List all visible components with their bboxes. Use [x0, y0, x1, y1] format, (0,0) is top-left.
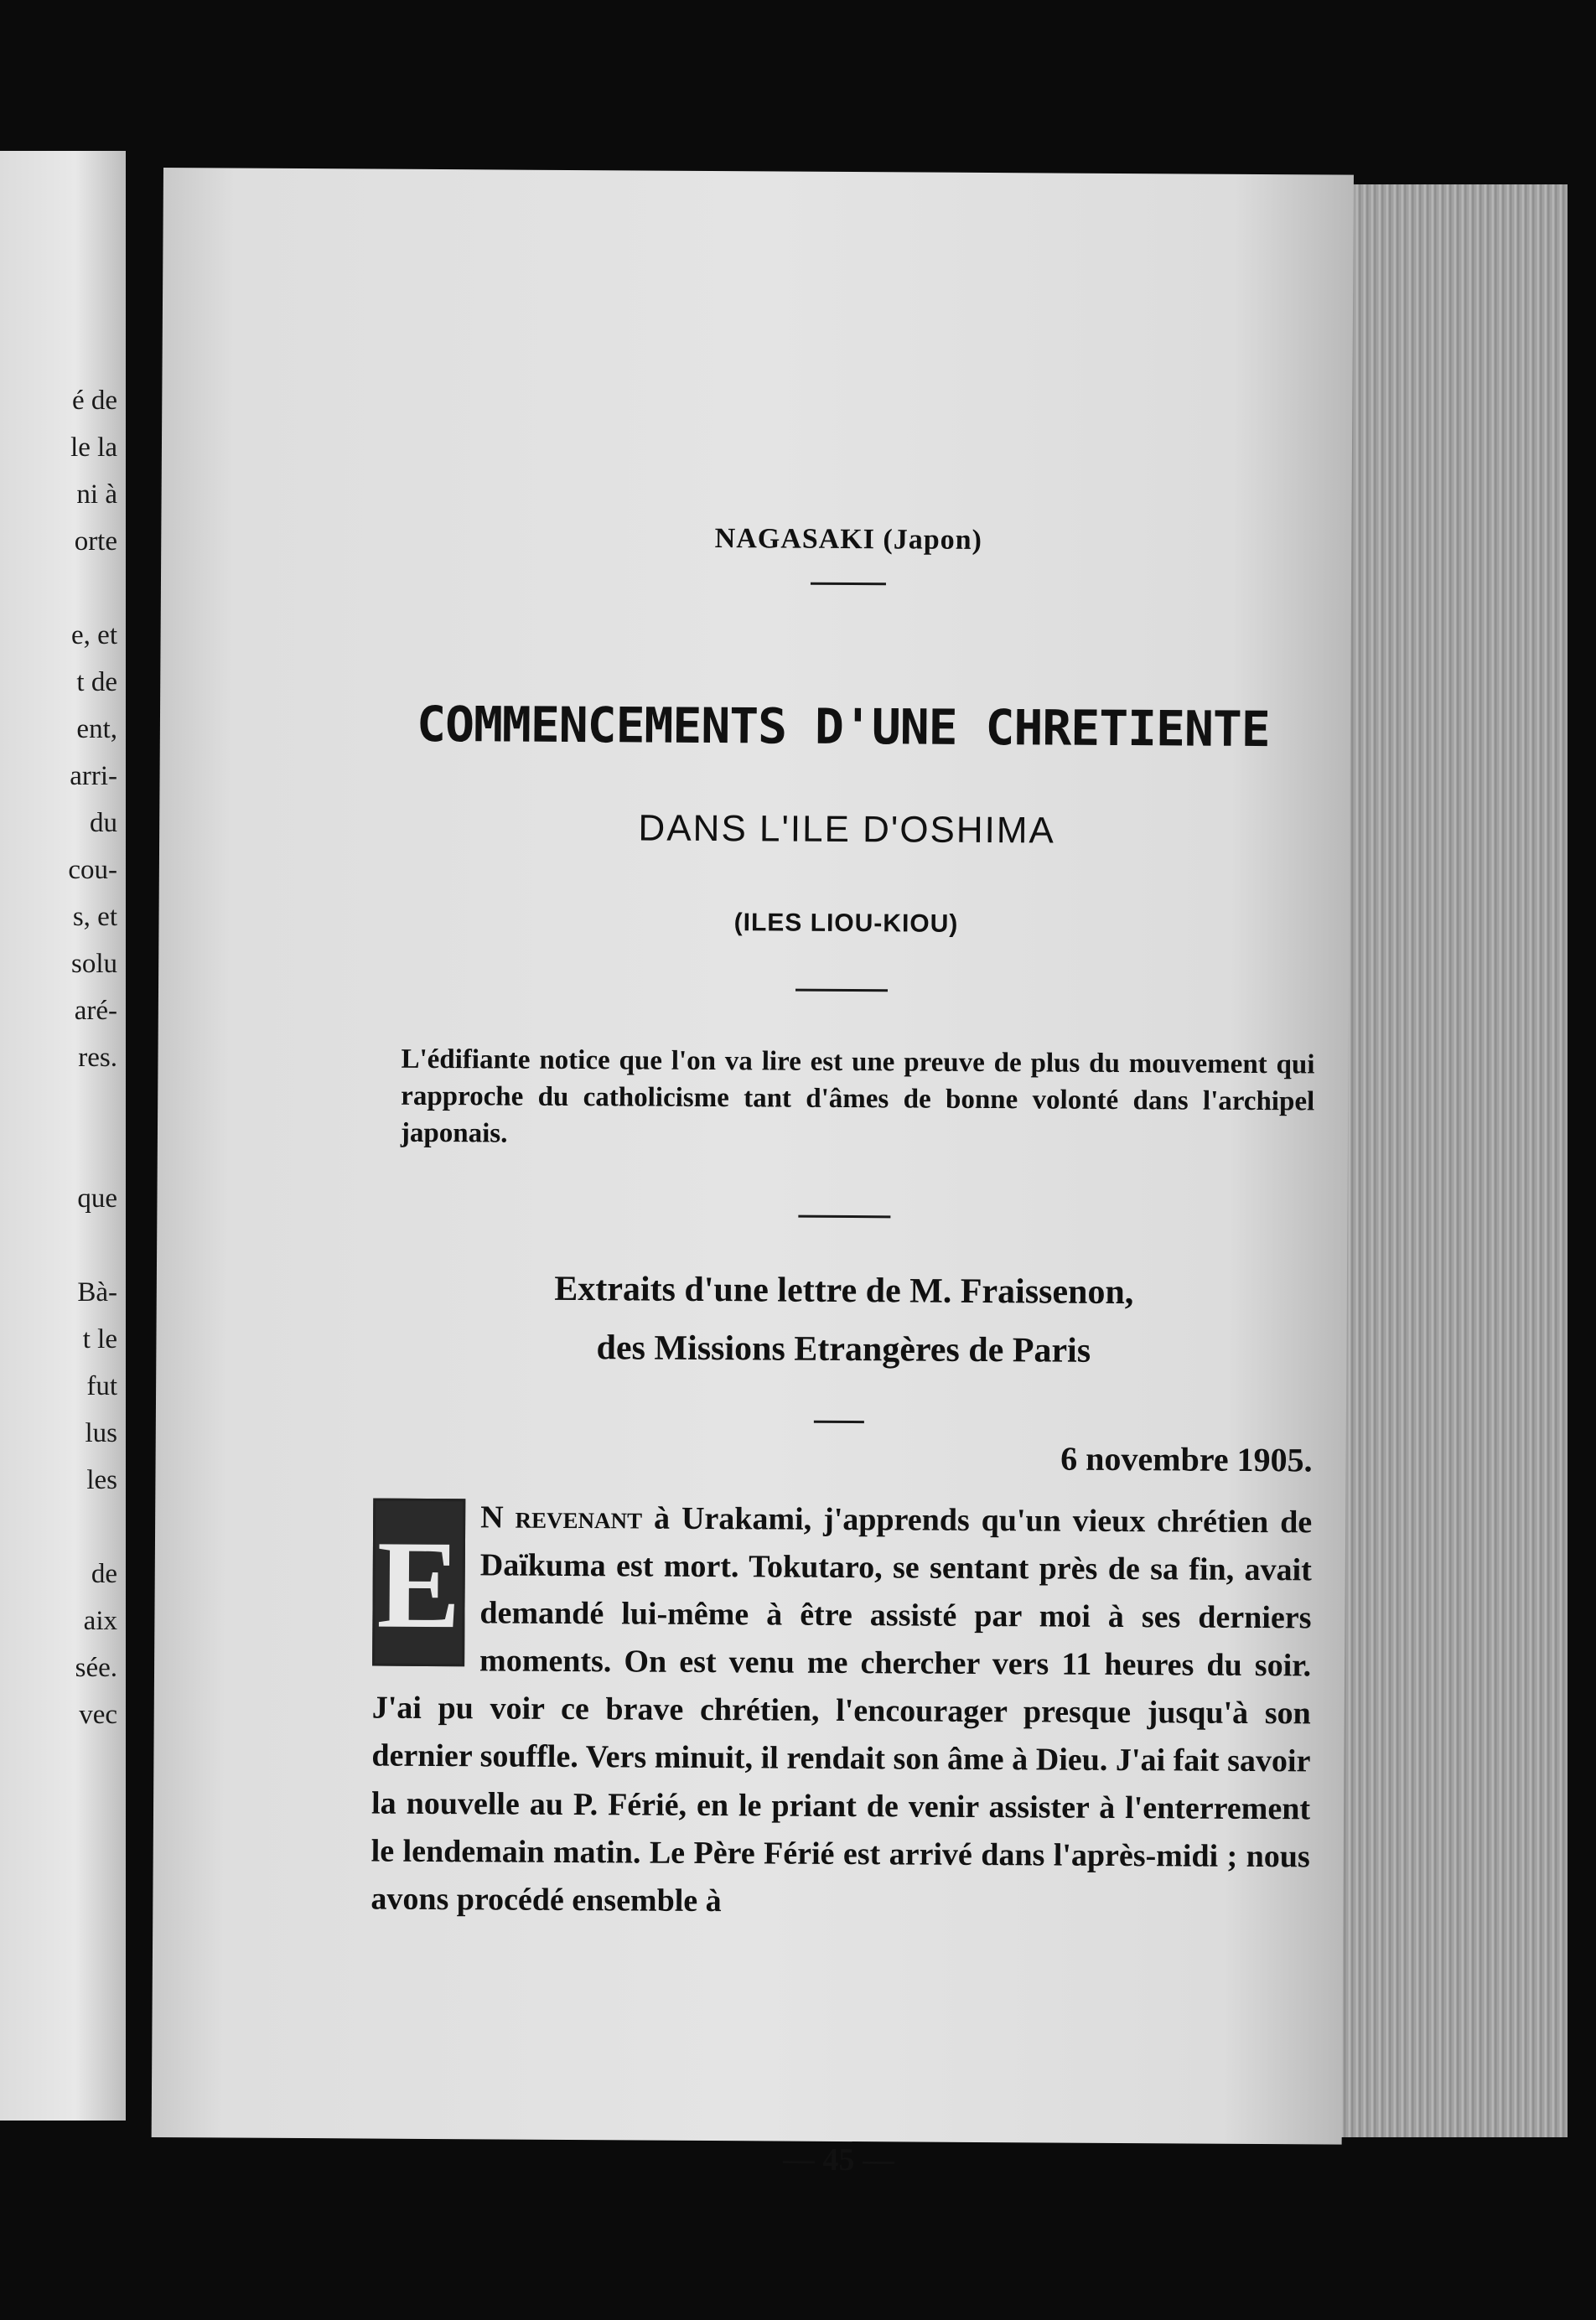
facing-page-fragment: Bà-: [77, 1277, 117, 1308]
facing-page-text: [0, 377, 117, 1738]
letter-date: 6 novembre 1905.: [1060, 1439, 1313, 1479]
facing-page-fragment: t de: [76, 667, 117, 697]
facing-page-fragment: [0, 1504, 117, 1551]
facing-page-fragment: du: [90, 808, 117, 838]
facing-page-fragment: fut: [86, 1371, 117, 1401]
letter-heading: [374, 1259, 1314, 1382]
letter-heading-line: Extraits d'une lettre de M. Fraissenon,: [554, 1269, 1134, 1313]
facing-page-fragment: orte: [74, 526, 117, 557]
facing-page-fragment: e, et: [71, 620, 117, 650]
facing-page-fragment: aix: [83, 1606, 117, 1636]
letter-body: [370, 1494, 1312, 1929]
facing-page-fragment: res.: [78, 1043, 117, 1073]
divider: [811, 583, 886, 586]
article-subtitle: DANS L'ILE D'OSHIMA: [638, 807, 1056, 852]
book-fore-edge: [1324, 184, 1568, 2137]
letter-heading-line: des Missions Etrangères de Paris: [596, 1328, 1091, 1370]
facing-page-fragment: [0, 1081, 117, 1128]
book-page: [152, 168, 1354, 2178]
facing-page-fragment: vec: [79, 1700, 117, 1730]
editor-note: L'édifiante notice que l'on va lire est une preuve de plus du mouvement qui rapproche du catholicisme tant d'âmes de bonne volonté dans l'archipel japonais.: [400, 1043, 1315, 1149]
facing-page-fragment: sée.: [75, 1653, 117, 1683]
initial-lead: N revenant: [480, 1499, 643, 1536]
article-location: (ILES LIOU-KIOU): [733, 909, 959, 938]
facing-page-fragment: cou-: [68, 855, 117, 885]
page-content: [370, 169, 1320, 2178]
facing-page-fragment: aré-: [74, 996, 117, 1026]
facing-page-fragment: t le: [82, 1324, 117, 1354]
facing-page-fragment: [0, 1222, 117, 1269]
facing-page-fragment: [0, 1128, 117, 1175]
facing-page-fragment: ni à: [76, 479, 117, 510]
facing-page-fragment: les: [86, 1465, 117, 1495]
facing-page: [0, 151, 126, 2121]
place-heading: NAGASAKI (Japon): [714, 523, 983, 556]
facing-page-fragment: é de: [71, 386, 117, 416]
facing-page-fragment: arri-: [70, 761, 117, 791]
facing-page-fragment: lus: [85, 1418, 117, 1448]
ornamental-initial: E: [372, 1499, 465, 1667]
page-number: — 45 —: [782, 2141, 895, 2178]
facing-page-fragment: le la: [70, 432, 117, 463]
divider: [798, 1215, 890, 1219]
facing-page-fragment: ent,: [76, 714, 117, 744]
divider: [814, 1421, 864, 1423]
letter-text: à Urakami, j'apprends qu'un vieux chrétien de Daïkuma est mort. Tokutaro, se sentant près de sa fin, avait demandé lui-même à être assisté par moi à ses derniers moments. On est venu me chercher vers 11 heures du soir. J'ai pu voir ce brave chrétien, l'encourager presque jusqu'à son dernier souffle. Vers minuit, il rendait son âme à Dieu. J'ai fait savoir la nouvelle au P. Férié, en le priant de venir assister à l'enterrement le lendemain matin. Le Père Férié est arrivé dans l'après-midi ; nous avons procédé ensemble à: [370, 1500, 1313, 1919]
facing-page-fragment: de: [91, 1559, 117, 1589]
facing-page-fragment: s, et: [72, 902, 117, 932]
facing-page-fragment: [0, 565, 117, 612]
facing-page-fragment: solu: [70, 949, 117, 979]
divider: [795, 989, 888, 992]
article-title: COMMENCEMENTS D'UNE CHRETIENTE: [416, 695, 1270, 759]
facing-page-fragment: que: [77, 1183, 117, 1214]
